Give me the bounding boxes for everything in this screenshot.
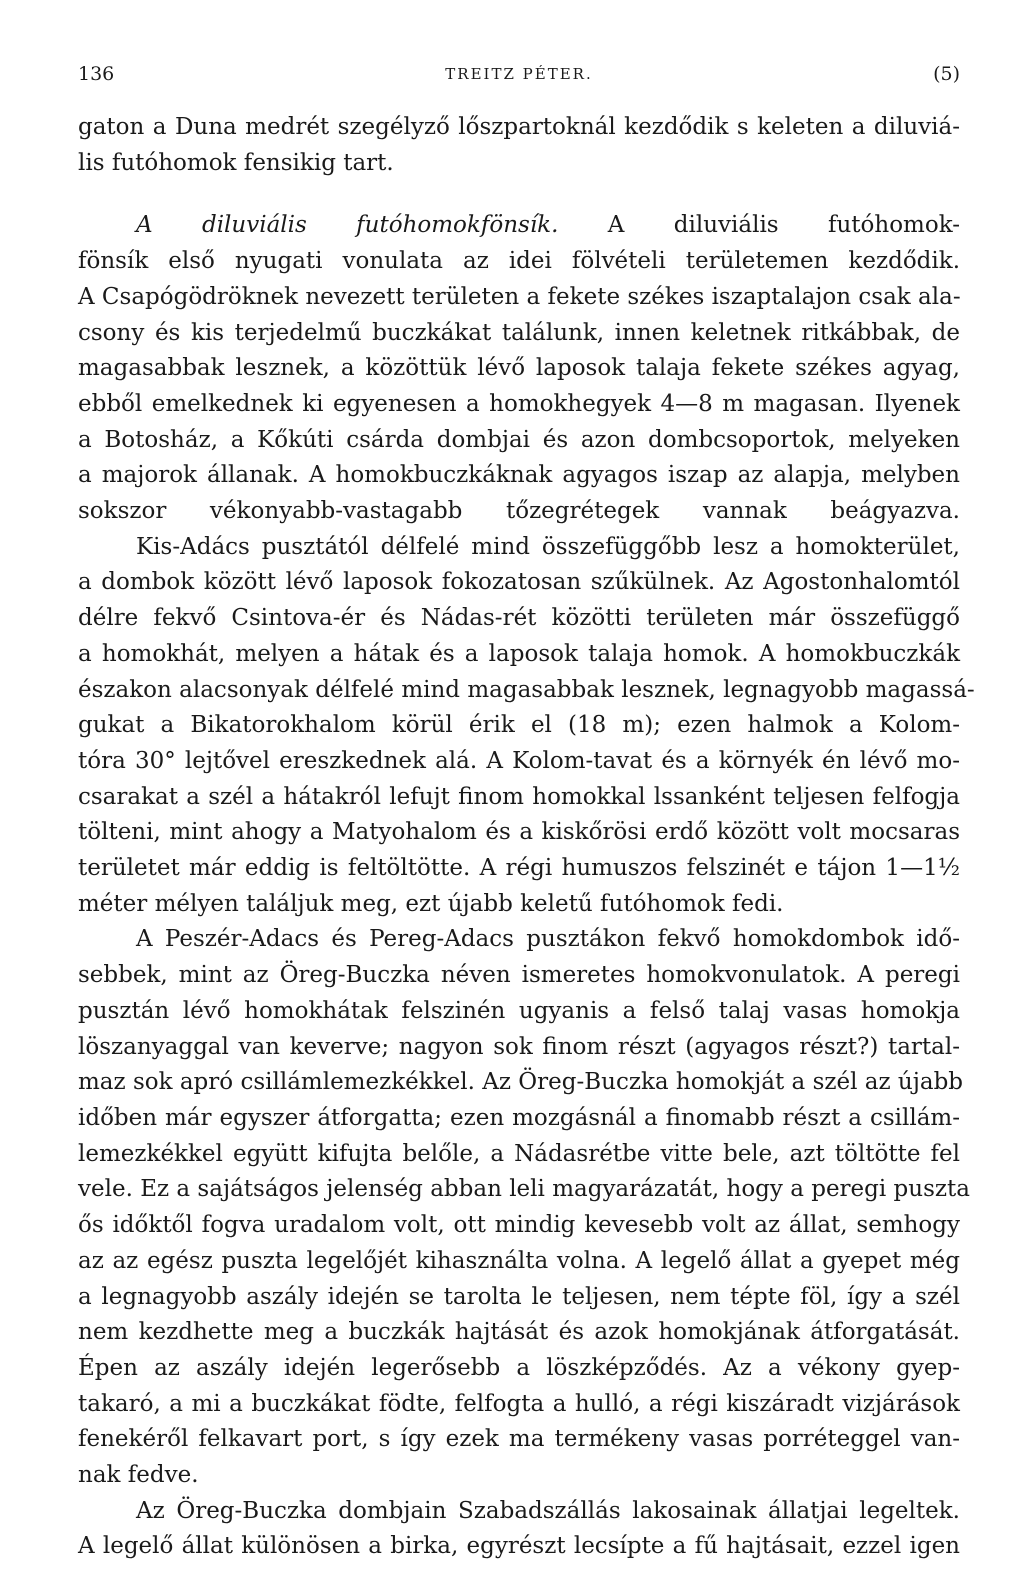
text-line: sebbek, mint az Öreg-Buczka néven ismeretes homokvonulatok. A peregi bbox=[78, 962, 960, 989]
text-line: lemezkékkel együtt kifujta belőle, a Nádasrétbe vitte bele, azt töltötte fel bbox=[78, 1140, 960, 1167]
text-line: sokszor vékonyabb-vastagabb tőzegrétegek vannak beágyazva. bbox=[78, 498, 960, 525]
text-line: pusztán lévő homokhátak felszinén ugyanis a felső talaj vasas homokja bbox=[78, 997, 960, 1024]
text-line: csarakat a szél a hátakról lefujt finom homokkal lssanként teljesen felfogja bbox=[78, 783, 960, 810]
text-line: ős időktől fogva uradalom volt, ott mindig kevesebb volt az állat, semhogy bbox=[78, 1212, 960, 1239]
text-line: A Csapógödröknek nevezett területen a fekete székes iszaptalajon csak ala- bbox=[78, 283, 961, 310]
text-line: a majorok állanak. A homokbuczkáknak agyagos iszap az alapja, melyben bbox=[78, 462, 960, 489]
text-line: lis futóhomok fensikig tart. bbox=[78, 149, 394, 176]
text-line: gukat a Bikatorokhalom körül érik el (18 m); ezen halmok a Kolom- bbox=[78, 712, 960, 739]
text-line: nak fedve. bbox=[78, 1462, 199, 1489]
text-line: méter mélyen találjuk meg, ezt újabb keletű futóhomok fedi. bbox=[78, 890, 784, 917]
text-line bbox=[78, 208, 960, 244]
text-line: a legnagyobb aszály idején se tarolta le teljesen, nem tépte föl, így a szél bbox=[78, 1283, 960, 1310]
text-line: vele. Ez a sajátságos jelenség abban leli magyarázatát, hogy a peregi puszta bbox=[78, 1176, 970, 1203]
text-line: magasabbak lesznek, a közöttük lévő laposok talaja fekete székes agyag, bbox=[78, 355, 960, 382]
body-text bbox=[78, 110, 975, 1565]
text-line: tölteni, mint ahogy a Matyohalom és a kiskőrösi erdő között volt mocsaras bbox=[78, 819, 960, 846]
text-line: A legelő állat különösen a birka, egyrészt lecsípte a fű hajtásait, ezzel igen bbox=[78, 1533, 960, 1560]
text-line: a dombok között lévő laposok fokozatosan szűkülnek. Az Agostonhalomtól bbox=[78, 569, 960, 596]
text-line: a homokhát, melyen a hátak és a laposok talaja homok. A homokbuczkák bbox=[78, 640, 960, 667]
text-line: északon alacsonyak délfelé mind magasabbak lesznek, legnagyobb magassá- bbox=[78, 676, 975, 703]
text-line: gaton a Duna medrét szegélyző lőszpartoknál kezdődik s keleten a diluviá- bbox=[78, 114, 960, 140]
text-line: fönsík első nyugati vonulata az idei fölvételi területemen kezdődik. bbox=[78, 248, 960, 275]
text-line: fenekéről felkavart port, s így ezek ma termékeny vasas porréteggel van- bbox=[78, 1426, 960, 1453]
text-line: csony és kis terjedelmű buczkákat találunk, innen keletnek ritkábbak, de bbox=[78, 319, 960, 346]
text-line: az az egész puszta legelőjét kihasználta volna. A legelő állat a gyepet még bbox=[78, 1247, 960, 1274]
text-line: a Botosház, a Kőkúti csárda dombjai és azon dombcsoportok, melyeken bbox=[78, 426, 960, 453]
heading-line-rest: A diluviális futóhomok- bbox=[607, 212, 961, 239]
page-number: 136 bbox=[78, 63, 115, 85]
text-line: Kis-Adács pusztától délfelé mind összefüggőbb lesz a homokterület, bbox=[136, 533, 960, 560]
text-line: területet már eddig is feltöltötte. A régi humuszos felszinét e tájon 1—1½ bbox=[78, 855, 960, 882]
text-line: ebből emelkednek ki egyenesen a homokhegyek 4—8 m magasan. Ilyenek bbox=[78, 390, 960, 417]
text-line: A Peszér-Adacs és Pereg-Adacs pusztákon fekvő homokdombok idő- bbox=[136, 926, 960, 953]
running-head bbox=[78, 60, 960, 88]
section-number: (5) bbox=[933, 63, 960, 85]
text-line: időben már egyszer átforgatta; ezen mozgásnál a finomabb részt a csillám- bbox=[78, 1104, 960, 1131]
running-head-author: TREITZ PÉTER. bbox=[445, 65, 593, 83]
text-line: maz sok apró csillámlemezkékkel. Az Öreg-Buczka homokját a szél az újabb bbox=[78, 1069, 964, 1096]
text-line: takaró, a mi a buczkákat födte, felfogta a hulló, a régi kiszáradt vizjárások bbox=[78, 1390, 960, 1417]
text-line: Épen az aszály idején legerősebb a löszképződés. Az a vékony gyep- bbox=[78, 1354, 960, 1381]
text-line: tóra 30° lejtővel ereszkednek alá. A Kolom-tavat és a környék én lévő mo- bbox=[78, 747, 960, 774]
text-line: löszanyaggal van keverve; nagyon sok finom részt (agyagos részt?) tartal- bbox=[78, 1033, 960, 1060]
text-line: nem kezdhette meg a buczkák hajtását és azok homokjának átforgatását. bbox=[78, 1319, 960, 1346]
section-heading: A diluviális futóhomokfönsík. bbox=[136, 212, 559, 239]
text-line: délre fekvő Csintova-ér és Nádas-rét közötti területen már összefüggő bbox=[78, 605, 960, 632]
text-line: Az Öreg-Buczka dombjain Szabadszállás lakosainak állatjai legeltek. bbox=[136, 1497, 960, 1524]
